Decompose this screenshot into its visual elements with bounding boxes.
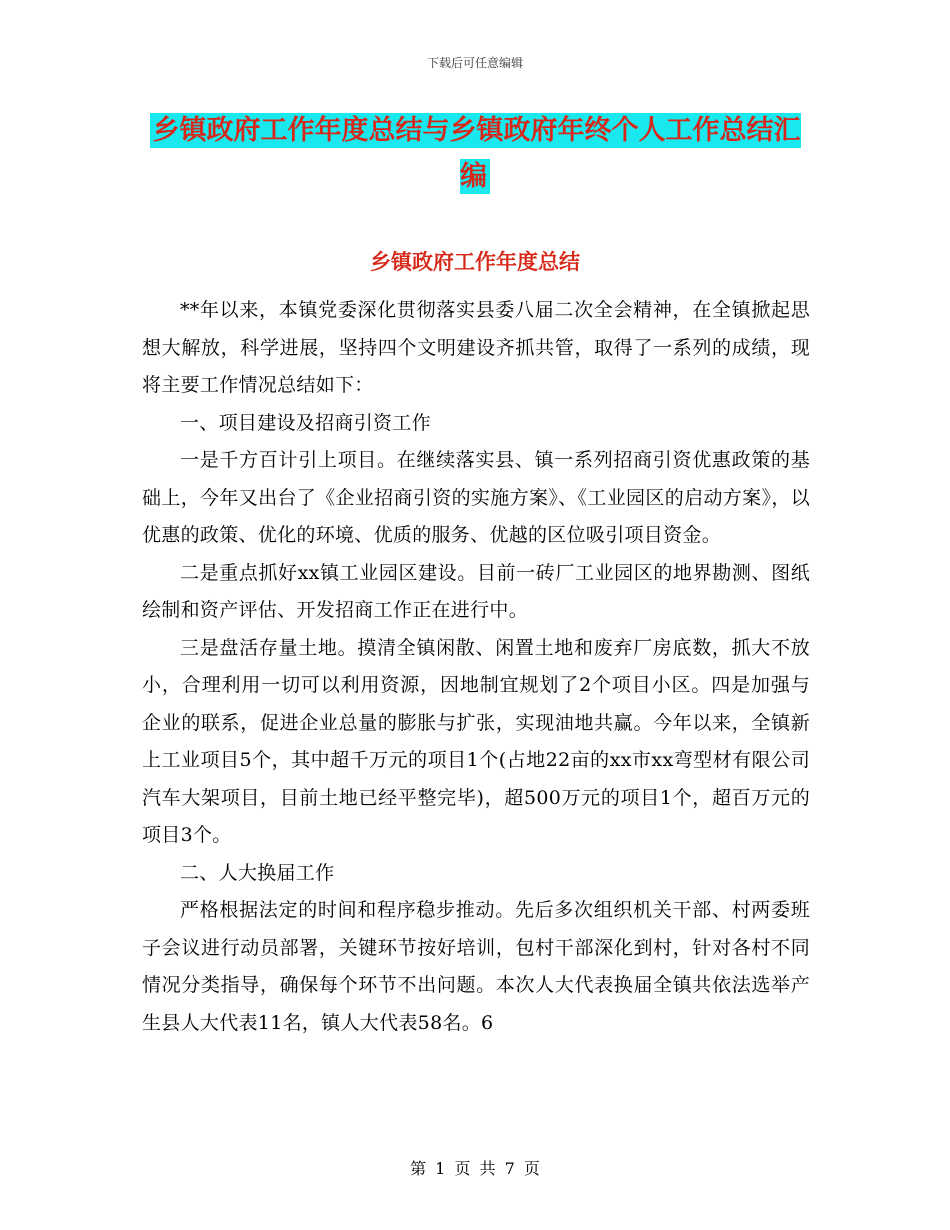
heading-npc-election: 二、人大换届工作	[180, 861, 335, 884]
document-title	[140, 108, 810, 200]
paragraph-intro: **年以来，本镇党委深化贯彻落实县委八届二次全会精神，在全镇掀起思想大解放，科学进展，坚持四个文明建设齐抓共管，取得了一系列的成绩，现将主要工作情况总结如下：	[142, 299, 810, 396]
heading-project-investment: 一、项目建设及招商引资工作	[180, 411, 431, 434]
paragraph-point-three: 三是盘活存量土地。摸清全镇闲散、闲置土地和废弃厂房底数，抓大不放小，合理利用一切可以利用资源，因地制宜规划了2个项目小区。四是加强与企业的联系，促进企业总量的膨胀与扩张，实现油地共赢。今年以来，全镇新上工业项目5个，其中超千万元的项目1个(占地22亩的xx市xx弯型材有限公司汽车大架项目，目前土地已经平整完毕)，超500万元的项目1个，超百万元的项目3个。	[142, 636, 810, 846]
paragraph-election: 严格根据法定的时间和程序稳步推动。先后多次组织机关干部、村两委班子会议进行动员部署，关键环节按好培训，包村干部深化到村，针对各村不同情况分类指导，确保每个环节不出问题。本次人大代表换届全镇共依法选举产生县人大代表11名，镇人大代表58名。6	[142, 899, 810, 1034]
document-body	[142, 292, 810, 1042]
page-number-footer: 第 1 页 共 7 页	[410, 1159, 540, 1178]
paragraph-point-two: 二是重点抓好xx镇工业园区建设。目前一砖厂工业园区的地界勘测、图纸绘制和资产评估、开发招商工作正在进行中。	[142, 561, 810, 621]
paragraph-point-one: 一是千方百计引上项目。在继续落实县、镇一系列招商引资优惠政策的基础上，今年又出台了《企业招商引资的实施方案》、《工业园区的启动方案》，以优惠的政策、优化的环境、优质的服务、优越的区位吸引项目资金。	[142, 449, 810, 546]
document-title-text: 乡镇政府工作年度总结与乡镇政府年终个人工作总结汇编	[150, 113, 801, 194]
section-title: 乡镇政府工作年度总结	[370, 250, 580, 274]
header-note: 下载后可任意编辑	[426, 56, 523, 70]
